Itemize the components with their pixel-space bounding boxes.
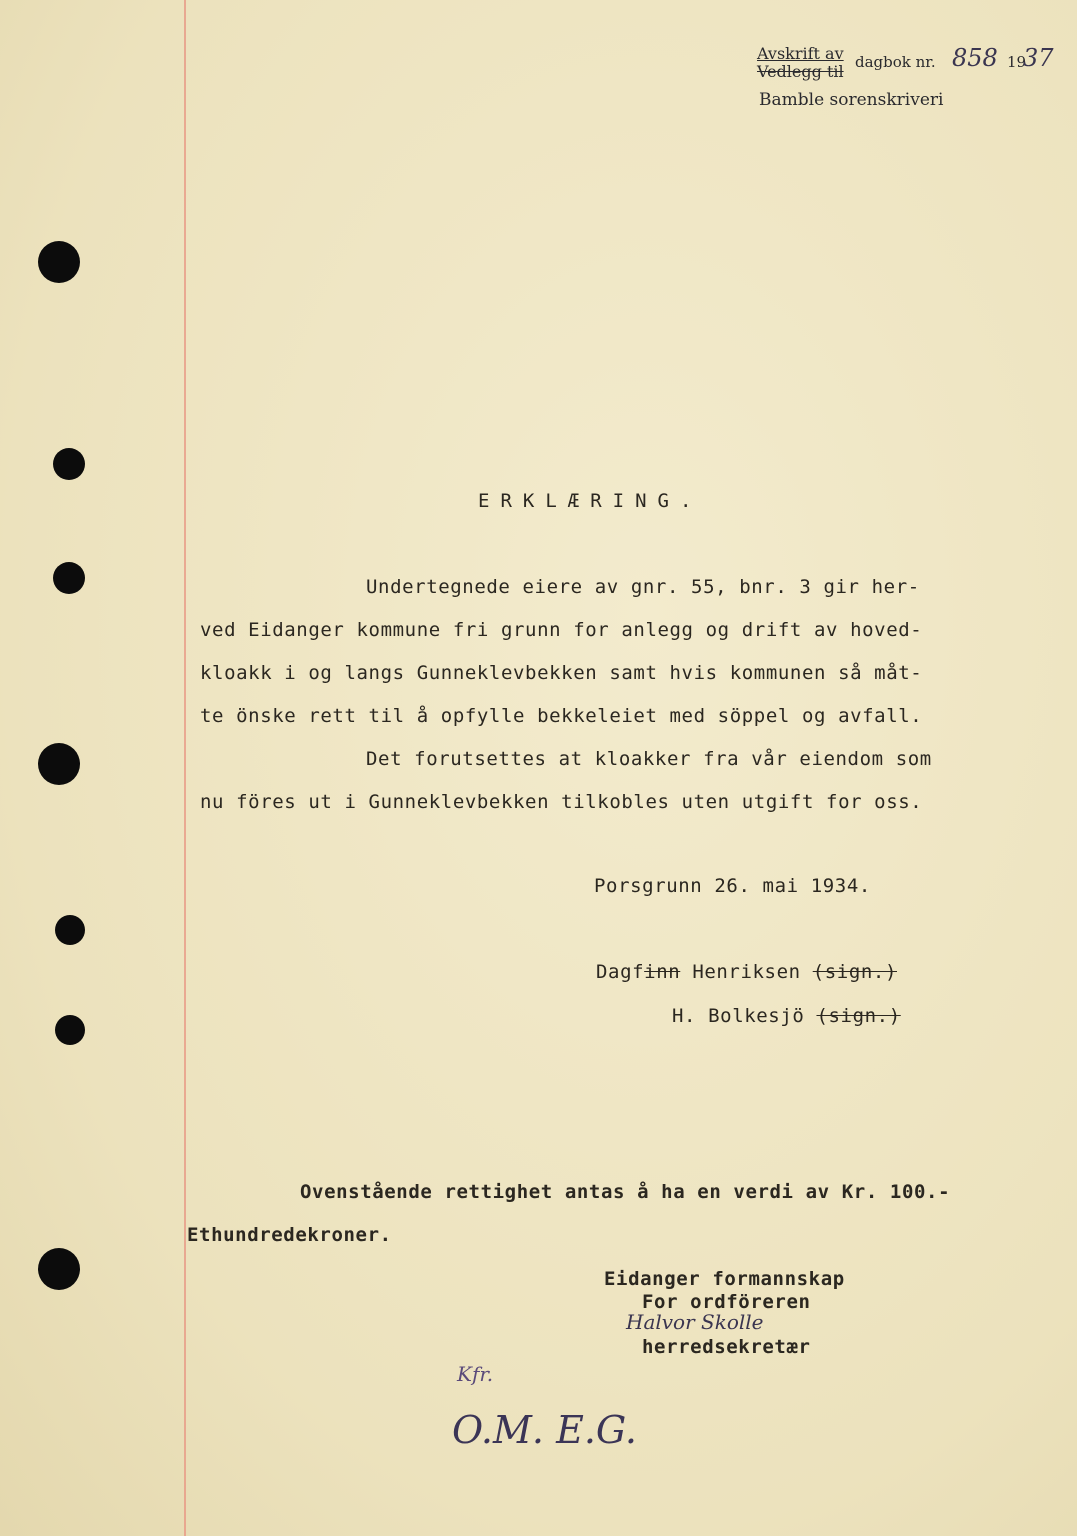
document-title: ERKLÆRING. [478, 490, 703, 512]
signer-name: H. Bolkesjö [672, 1005, 817, 1027]
body-line: te önske rett til å opfylle bekkeleiet med söppel og avfall. [200, 705, 923, 727]
valuation-amount-words: Ethundredekroner. [187, 1224, 392, 1246]
annotation-kfr: Kfr. [457, 1362, 494, 1386]
issuer-handwritten-signature: Halvor Skolle [626, 1310, 764, 1334]
stamp-struck-label: Vedlegg til [757, 62, 844, 81]
body-line: ved Eidanger kommune fri grunn for anlegg og drift av hoved- [200, 619, 923, 641]
issuer-on-behalf: For ordföreren [642, 1291, 811, 1313]
signer-name: Henriksen [680, 961, 813, 983]
sign-mark: (sign.) [812, 961, 897, 983]
issuer-office: Eidanger formannskap [604, 1268, 845, 1290]
archive-stamp [757, 44, 1057, 114]
punch-hole [53, 562, 85, 594]
valuation-line: Ovenstående rettighet antas å ha en verdi av Kr. 100.- [300, 1181, 951, 1203]
sign-mark: (sign.) [816, 1005, 901, 1027]
stamp-dagbok-number: 858 [952, 44, 998, 72]
punch-hole [55, 1015, 85, 1045]
punch-hole [38, 1248, 80, 1290]
punch-hole [38, 241, 80, 283]
signer-name: Dagf [596, 961, 645, 983]
stamp-dagbok-label: dagbok nr. [855, 53, 936, 71]
issuer-title: herredsekretær [642, 1336, 811, 1358]
margin-line [184, 0, 186, 1536]
punch-hole [38, 743, 80, 785]
signer-name-struck: inn [644, 961, 681, 983]
signature-line [672, 1005, 901, 1027]
stamp-copy-label: Avskrift av [757, 44, 844, 63]
stamp-office: Bamble sorenskriveri [759, 90, 944, 110]
punch-hole [53, 448, 85, 480]
body-line: nu föres ut i Gunneklevbekken tilkobles uten utgift for oss. [200, 791, 923, 813]
body-line: kloakk i og langs Gunneklevbekken samt hvis kommunen så måt- [200, 662, 923, 684]
stamp-year-prefix: 19 [1007, 53, 1027, 71]
body-line: Det forutsettes at kloakker fra vår eiendom som [366, 748, 932, 770]
place-date: Porsgrunn 26. mai 1934. [594, 875, 871, 897]
stamp-year-suffix: 37 [1023, 44, 1054, 72]
signature-line [596, 961, 897, 983]
body-line: Undertegnede eiere av gnr. 55, bnr. 3 gir her- [366, 576, 920, 598]
punch-hole [55, 915, 85, 945]
annotation-initials: O.M. E.G. [452, 1408, 637, 1452]
